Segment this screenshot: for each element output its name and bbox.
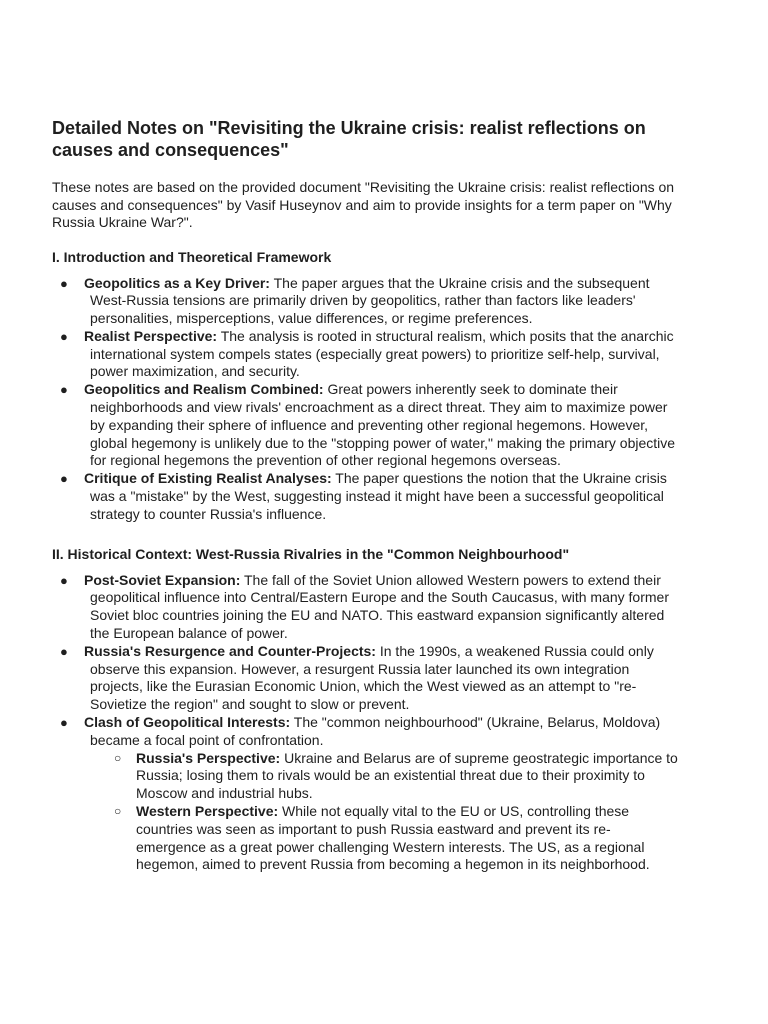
item-term: Clash of Geopolitical Interests: (84, 714, 291, 731)
sub-item-term: Russia's Perspective: (136, 749, 281, 766)
item-text: The fall of the Soviet Union allowed Western powers to extend their geopolitical influence into Central/Eastern Europe and the South Caucasus, with many former Soviet bloc countries joining the EU and NATO. This eastward expansion significantly altered the European balance of power. (90, 571, 669, 642)
sub-list-item (114, 803, 678, 874)
bullet-icon: ● (60, 572, 68, 588)
hollow-bullet-icon: ○ (114, 750, 122, 765)
list-item (60, 642, 678, 714)
item-term: Realist Perspective: (84, 327, 218, 344)
item-text: In the 1990s, a weakened Russia could only observe this expansion. However, a resurgent Russia later launched its own integration projects, like the Eurasian Economic Union, which the West viewed as an attempt to "re-Sovietize the region" and sought to slow or prevent. (90, 642, 654, 713)
section-heading-introduction: I. Introduction and Theoretical Framework (52, 248, 332, 265)
sub-item-text: Ukraine and Belarus are of supreme geostrategic importance to Russia; losing them to rivals would be an existential threat due to their proximity to Moscow and industrial hubs. (136, 749, 678, 802)
list-item (60, 470, 678, 523)
list-item (60, 571, 678, 643)
bullet-icon: ● (60, 471, 68, 487)
intro-paragraph: These notes are based on the provided document "Revisiting the Ukraine crisis: realist reflections on causes and consequences" by Vasif Huseynov and aim to provide insights for a term paper on "Why Russia Ukraine War?". (52, 179, 675, 230)
sub-list-item (114, 749, 678, 803)
item-term: Geopolitics and Realism Combined: (84, 381, 324, 398)
item-text: The "common neighbourhood" (Ukraine, Belarus, Moldova) became a focal point of confrontation. (90, 714, 661, 748)
section-historical-context-list (52, 572, 678, 875)
document-title: Detailed Notes on "Revisiting the Ukraine crisis: realist reflections on causes and consequences" (52, 118, 646, 160)
sub-item-term: Western Perspective: (136, 803, 279, 820)
item-term: Critique of Existing Realist Analyses: (84, 470, 332, 487)
item-text: Great powers inherently seek to dominate their neighborhoods and view rivals' encroachment as a direct threat. They aim to maximize power by expanding their sphere of influence and preventing other regional hegemons. However, global hegemony is unlikely due to the "stopping power of water," making the primary objective for regional hegemons the prevention of other regional hegemons overseas. (90, 381, 676, 469)
bullet-icon: ● (60, 643, 68, 659)
section-heading-historical-context: II. Historical Context: West-Russia Rivalries in the "Common Neighbourhood" (52, 545, 570, 562)
item-text: The paper questions the notion that the Ukraine crisis was a "mistake" by the West, suggesting instead it might have been a successful geopolitical strategy to counter Russia's influence. (90, 470, 667, 522)
bullet-icon: ● (60, 715, 68, 731)
list-item (60, 381, 678, 470)
item-term: Russia's Resurgence and Counter-Projects: (84, 642, 376, 659)
hollow-bullet-icon: ○ (114, 804, 122, 819)
list-item (60, 714, 678, 874)
bullet-icon: ● (60, 275, 68, 291)
sub-item-text: While not equally vital to the EU or US, controlling these countries was seen as important to push Russia eastward and prevent its re-emergence as a great power challenging Western interests. The US, as a regional hegemon, aimed to prevent Russia from becoming a hegemon in its neighborhood. (136, 803, 650, 873)
sub-list (90, 750, 678, 875)
bullet-icon: ● (60, 382, 68, 398)
list-item (60, 274, 678, 328)
item-term: Geopolitics as a Key Driver: (84, 274, 270, 291)
bullet-icon: ● (60, 328, 68, 344)
item-text: The analysis is rooted in structural realism, which posits that the anarchic international system compels states (especially great powers) to prioritize self-help, survival, power maximization, and security. (90, 327, 674, 380)
section-introduction-list (52, 275, 678, 524)
list-item (60, 327, 678, 381)
item-text: The paper argues that the Ukraine crisis and the subsequent West-Russia tensions are primarily driven by geopolitics, rather than factors like leaders' personalities, misperceptions, value differences, or regime preferences. (90, 274, 650, 327)
item-term: Post-Soviet Expansion: (84, 571, 241, 588)
